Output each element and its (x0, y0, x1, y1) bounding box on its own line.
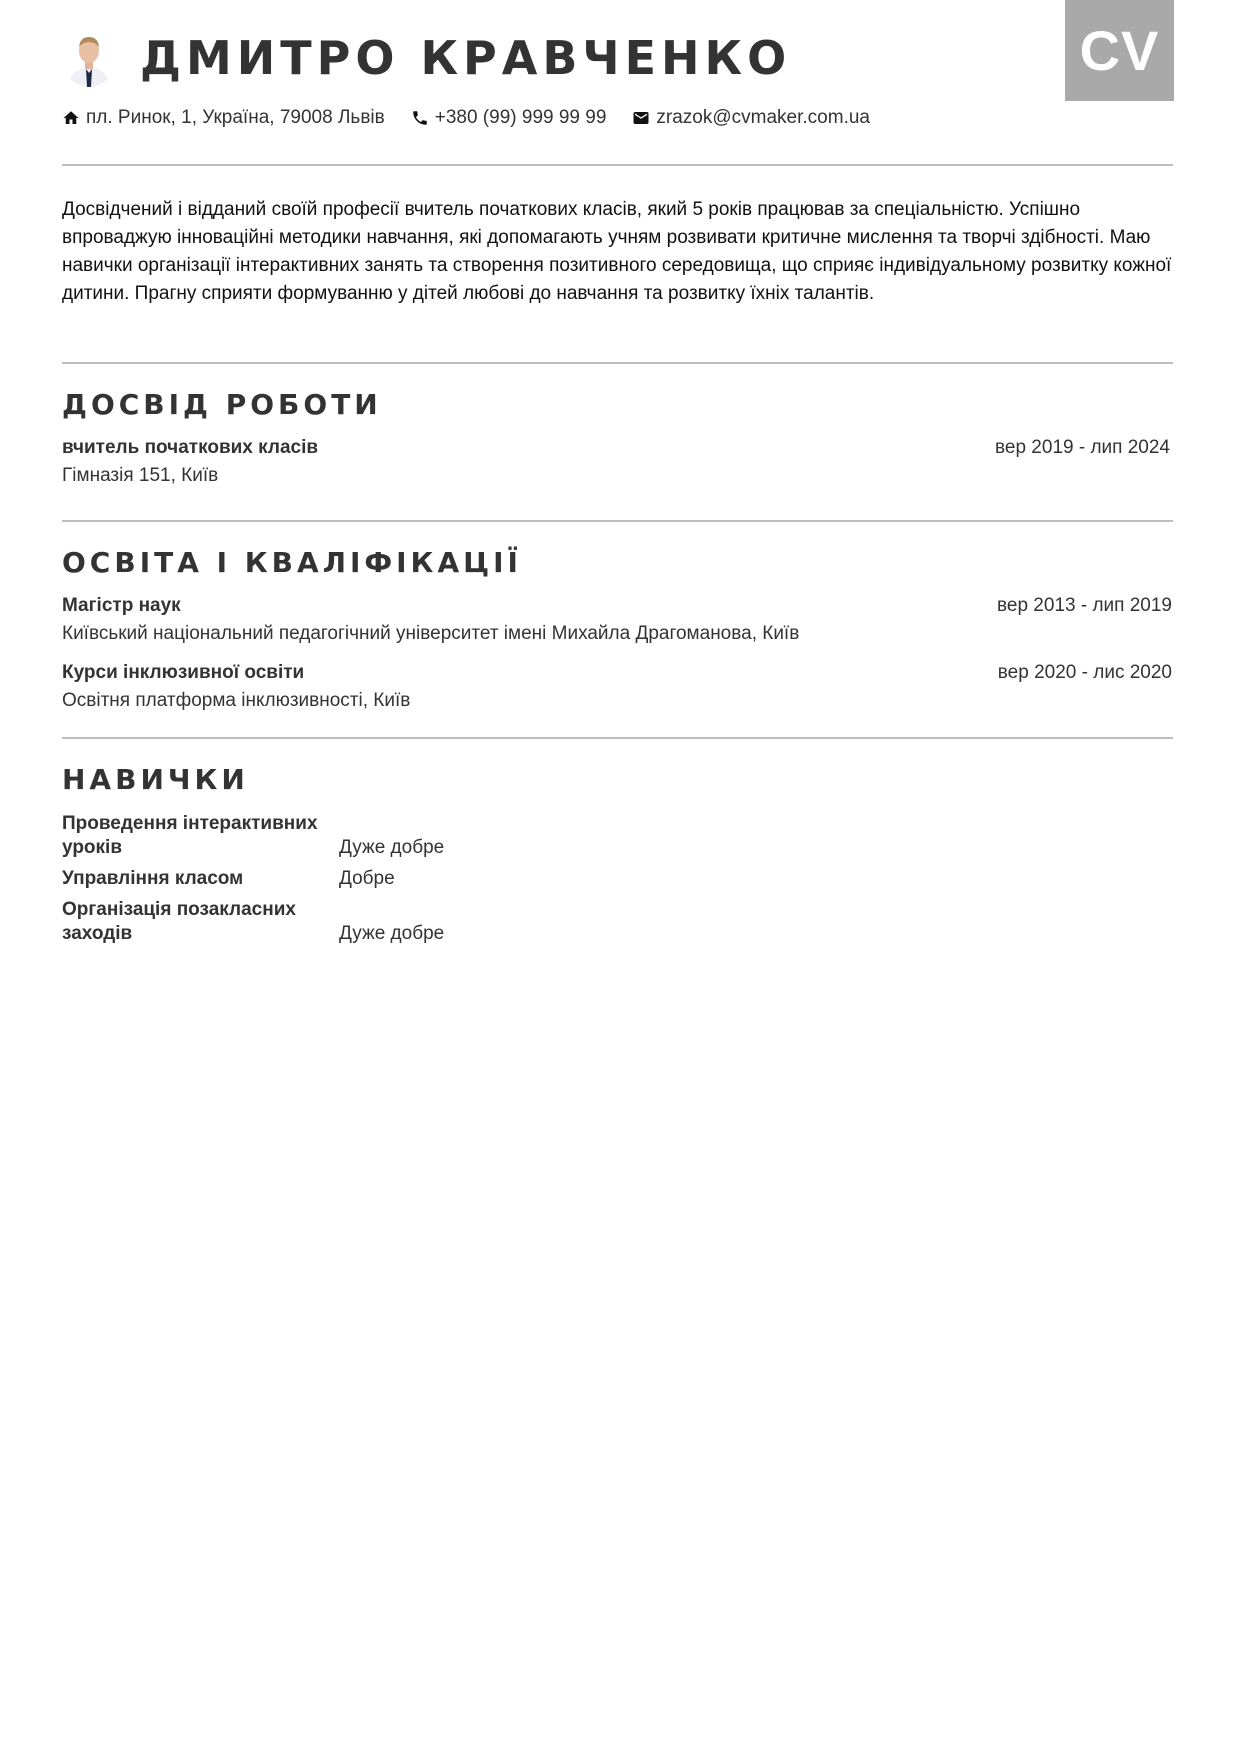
entry-title: Магістр наук (62, 595, 181, 616)
address-text: пл. Ринок, 1, Україна, 79008 Львів (86, 107, 385, 128)
skill-row (62, 867, 662, 891)
skill-level: Дуже добре (339, 837, 445, 858)
skill-row (62, 898, 662, 946)
divider (62, 520, 1173, 522)
contact-phone (411, 107, 607, 129)
skill-name: Проведення інтерактивних уроків (62, 813, 318, 858)
section-title-skills: НАВИЧКИ (62, 763, 249, 796)
contact-address (62, 107, 385, 129)
divider (62, 164, 1173, 166)
email-text: zrazok@cvmaker.com.ua (656, 107, 870, 128)
entry-place: Гімназія 151, Київ (62, 465, 219, 486)
section-title-experience: ДОСВІД РОБОТИ (62, 388, 382, 421)
entry-dates: вер 2020 - лис 2020 (997, 662, 1172, 683)
skills-list (62, 812, 662, 953)
person-photo-icon (62, 29, 116, 87)
skill-level: Добре (339, 868, 395, 889)
skill-row (62, 812, 662, 860)
entry-place: Київський національний педагогічний університет імені Михайла Драгоманова, Київ (62, 623, 800, 644)
education-entry (62, 661, 1172, 713)
entry-dates: вер 2019 - лип 2024 (995, 437, 1170, 458)
candidate-name: ДМИТРО КРАВЧЕНКО (140, 31, 792, 85)
header (62, 28, 791, 88)
contact-line (62, 107, 896, 129)
divider (62, 737, 1173, 739)
entry-title: Курси інклюзивної освіти (62, 662, 305, 683)
education-entry (62, 594, 1172, 646)
skill-name: Управління класом (62, 868, 244, 889)
divider (62, 362, 1173, 364)
contact-email (632, 107, 870, 129)
summary-paragraph: Досвідчений і відданий своїй професії вчитель початкових класів, який 5 років працював за спеціальністю. Успішно впроваджую інноваційні методики навчання, які допомагають учням розвивати критичне мислення та творчі здібності. Маю навички організації інтерактивних занять та створення позитивного середовища, що сприяє індивідуальному розвитку кожної дитини. Прагну сприяти формуванню у дітей любові до навчання та розвитку їхніх талантів. (62, 199, 1172, 304)
cv-badge: CV (1065, 0, 1174, 101)
skill-name: Організація позакласних заходів (62, 899, 296, 944)
phone-icon (411, 109, 429, 127)
section-title-education: ОСВІТА І КВАЛІФІКАЦІЇ (62, 546, 522, 579)
skill-level: Дуже добре (339, 923, 445, 944)
mail-icon (632, 109, 650, 127)
home-icon (62, 109, 80, 127)
entry-place: Освітня платформа інклюзивності, Київ (62, 690, 411, 711)
experience-entry (62, 436, 1172, 488)
entry-title: вчитель початкових класів (62, 437, 319, 458)
phone-text: +380 (99) 999 99 99 (434, 107, 607, 128)
entry-dates: вер 2013 - лип 2019 (997, 595, 1172, 616)
